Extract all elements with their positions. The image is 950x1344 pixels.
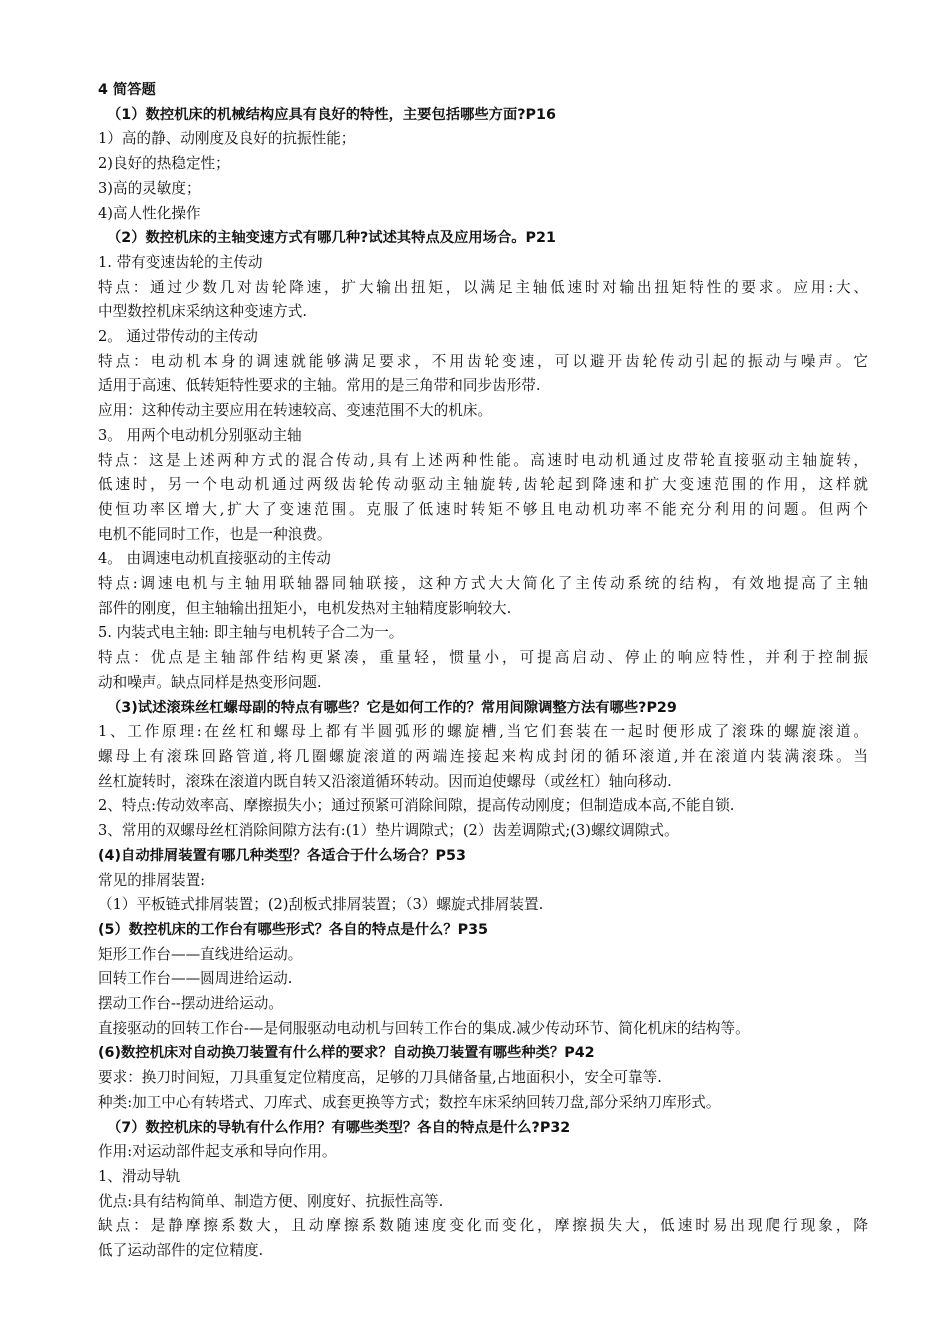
answer-line: 缺点：是静摩擦系数大，且动摩擦系数随速度变化而变化，摩擦损失大，低速时易出现爬行现象，降	[98, 1217, 868, 1235]
section-heading: 4 简答题	[98, 82, 156, 98]
answer-line: 3、常用的双螺母丝杠消除间隙方法有:(1）垫片调隙式；(2）齿差调隙式;(3)螺纹调隙式。	[98, 822, 679, 840]
question-7-title: （7）数控机床的导轨有什么作用？有哪些类型？各自的特点是什么?P32	[107, 1119, 571, 1136]
question-1-title: （1）数控机床的机械结构应具有良好的特性，主要包括哪些方面?P16	[107, 106, 556, 123]
answer-line: 回转工作台——圆周进给运动.	[98, 970, 293, 988]
answer-line: 应用：这种传动主要应用在转速较高、变速范围不大的机床。	[98, 402, 493, 420]
answer-line: 作用:对运动部件起支承和导向作用。	[98, 1143, 337, 1161]
question-4-title: (4)自动排屑装置有哪几种类型？各适合于什么场合？P53	[98, 847, 466, 864]
answer-line: 特点：通过少数几对齿轮降速，扩大输出扭矩，以满足主轴低速时对输出扭矩特性的要求。应用:大、	[98, 278, 868, 296]
answer-line: 5. 内装式电主轴: 即主轴与电机转子合二为一。	[98, 624, 404, 642]
answer-line: 直接驱动的回转工作台-—是伺服驱动电动机与回转工作台的集成.减少传动环节、简化机床的结构等。	[98, 1019, 750, 1037]
answer-line: 优点:具有结构简单、制造方便、刚度好、抗振性高等.	[98, 1192, 444, 1210]
answer-line: 摆动工作台--摆动进给运动。	[98, 995, 283, 1013]
answer-line: 电机不能同时工作，也是一种浪费。	[98, 525, 332, 543]
answer-line: 螺母上有滚珠回路管道,将几圈螺旋滚道的两端连接起来构成封闭的循环滚道,并在滚道内装满滚珠。当	[98, 747, 868, 765]
answer-line: 部件的刚度，但主轴输出扭矩小，电机发热对主轴精度影响较大.	[98, 599, 512, 617]
answer-line: 丝杠旋转时，滚珠在滚道内既自转又沿滚道循环转动。因而迫使螺母（或丝杠）轴向移动.	[98, 772, 672, 790]
question-2-title: （2）数控机床的主轴变速方式有哪几种?试述其特点及应用场合。P21	[107, 230, 556, 247]
document-page	[98, 78, 868, 1264]
answer-line: 低了运动部件的定位精度.	[98, 1242, 264, 1260]
question-5-title: (5）数控机床的工作台有哪些形式？各自的特点是什么？P35	[98, 921, 488, 938]
answer-line: （1）平板链式排屑装置；(2)刮板式排屑装置；（3）螺旋式排屑装置.	[98, 896, 544, 914]
answer-line: 3)高的灵敏度；	[98, 179, 201, 197]
answer-line: 3。 用两个电动机分别驱动主轴	[98, 426, 302, 444]
answer-line: 适用于高速、低转矩特性要求的主轴。常用的是三角带和同步齿形带.	[98, 377, 541, 395]
answer-line: 种类:加工中心有转塔式、刀库式、成套更换等方式；数控车床采纳回转刀盘,部分采纳刀库形式。	[98, 1093, 721, 1111]
answer-line: 中型数控机床采纳这种变速方式.	[98, 303, 307, 321]
answer-line: 使恒功率区增大,扩大了变速范围。克服了低速时转矩不够且电动机功率不能充分利用的问题。但两个	[98, 500, 868, 518]
answer-line: 特点：电动机本身的调速就能够满足要求，不用齿轮变速，可以避开齿轮传动引起的振动与噪声。它	[98, 352, 868, 370]
answer-line: 2)良好的热稳定性；	[98, 155, 230, 173]
answer-line: 2。 通过带传动的主传动	[98, 328, 258, 346]
answer-line: 1. 带有变速齿轮的主传动	[98, 253, 263, 271]
question-3-title: （3)试述滚珠丝杠螺母副的特点有哪些？它是如何工作的？常用间隙调整方法有哪些?P29	[107, 699, 677, 716]
question-6-title: (6)数控机床对自动换刀装置有什么样的要求？自动换刀装置有哪些种类？P42	[98, 1045, 595, 1062]
answer-line: 特点：这是上述两种方式的混合传动,具有上述两种性能。高速时电动机通过皮带轮直接驱动主轴旋转，	[98, 451, 868, 469]
answer-line: 1）高的静、动刚度及良好的抗振性能；	[98, 130, 356, 148]
answer-line: 特点：优点是主轴部件结构更紧凑，重量轻，惯量小，可提高启动、停止的响应特性，并利于控制振	[98, 649, 868, 667]
answer-line: 常见的排屑装置:	[98, 871, 206, 889]
answer-line: 特点:调速电机与主轴用联轴器同轴联接，这种方式大大简化了主传动系统的结构，有效地提高了主轴	[98, 575, 868, 593]
answer-line: 动和噪声。缺点同样是热变形问题.	[98, 673, 322, 691]
answer-line: 低速时，另一个电动机通过两级齿轮传动驱动主轴旋转,齿轮起到降速和扩大变速范围的作用，这样就	[98, 476, 868, 494]
answer-line: 要求：换刀时间短，刀具重复定位精度高，足够的刀具储备量,占地面积小，安全可靠等.	[98, 1069, 662, 1087]
answer-line: 1、工作原理:在丝杠和螺母上都有半圆弧形的螺旋槽,当它们套装在一起时便形成了滚珠的螺旋滚道。	[98, 723, 868, 741]
answer-line: 2、特点:传动效率高、摩擦损失小；通过预紧可消除间隙，提高传动刚度；但制造成本高,不能自锁.	[98, 797, 735, 815]
answer-line: 4。 由调速电动机直接驱动的主传动	[98, 550, 331, 568]
answer-line: 矩形工作台——直线进给运动。	[98, 945, 303, 963]
answer-line: 1、滑动导轨	[98, 1167, 181, 1185]
answer-line: 4)高人性化操作	[98, 204, 201, 222]
